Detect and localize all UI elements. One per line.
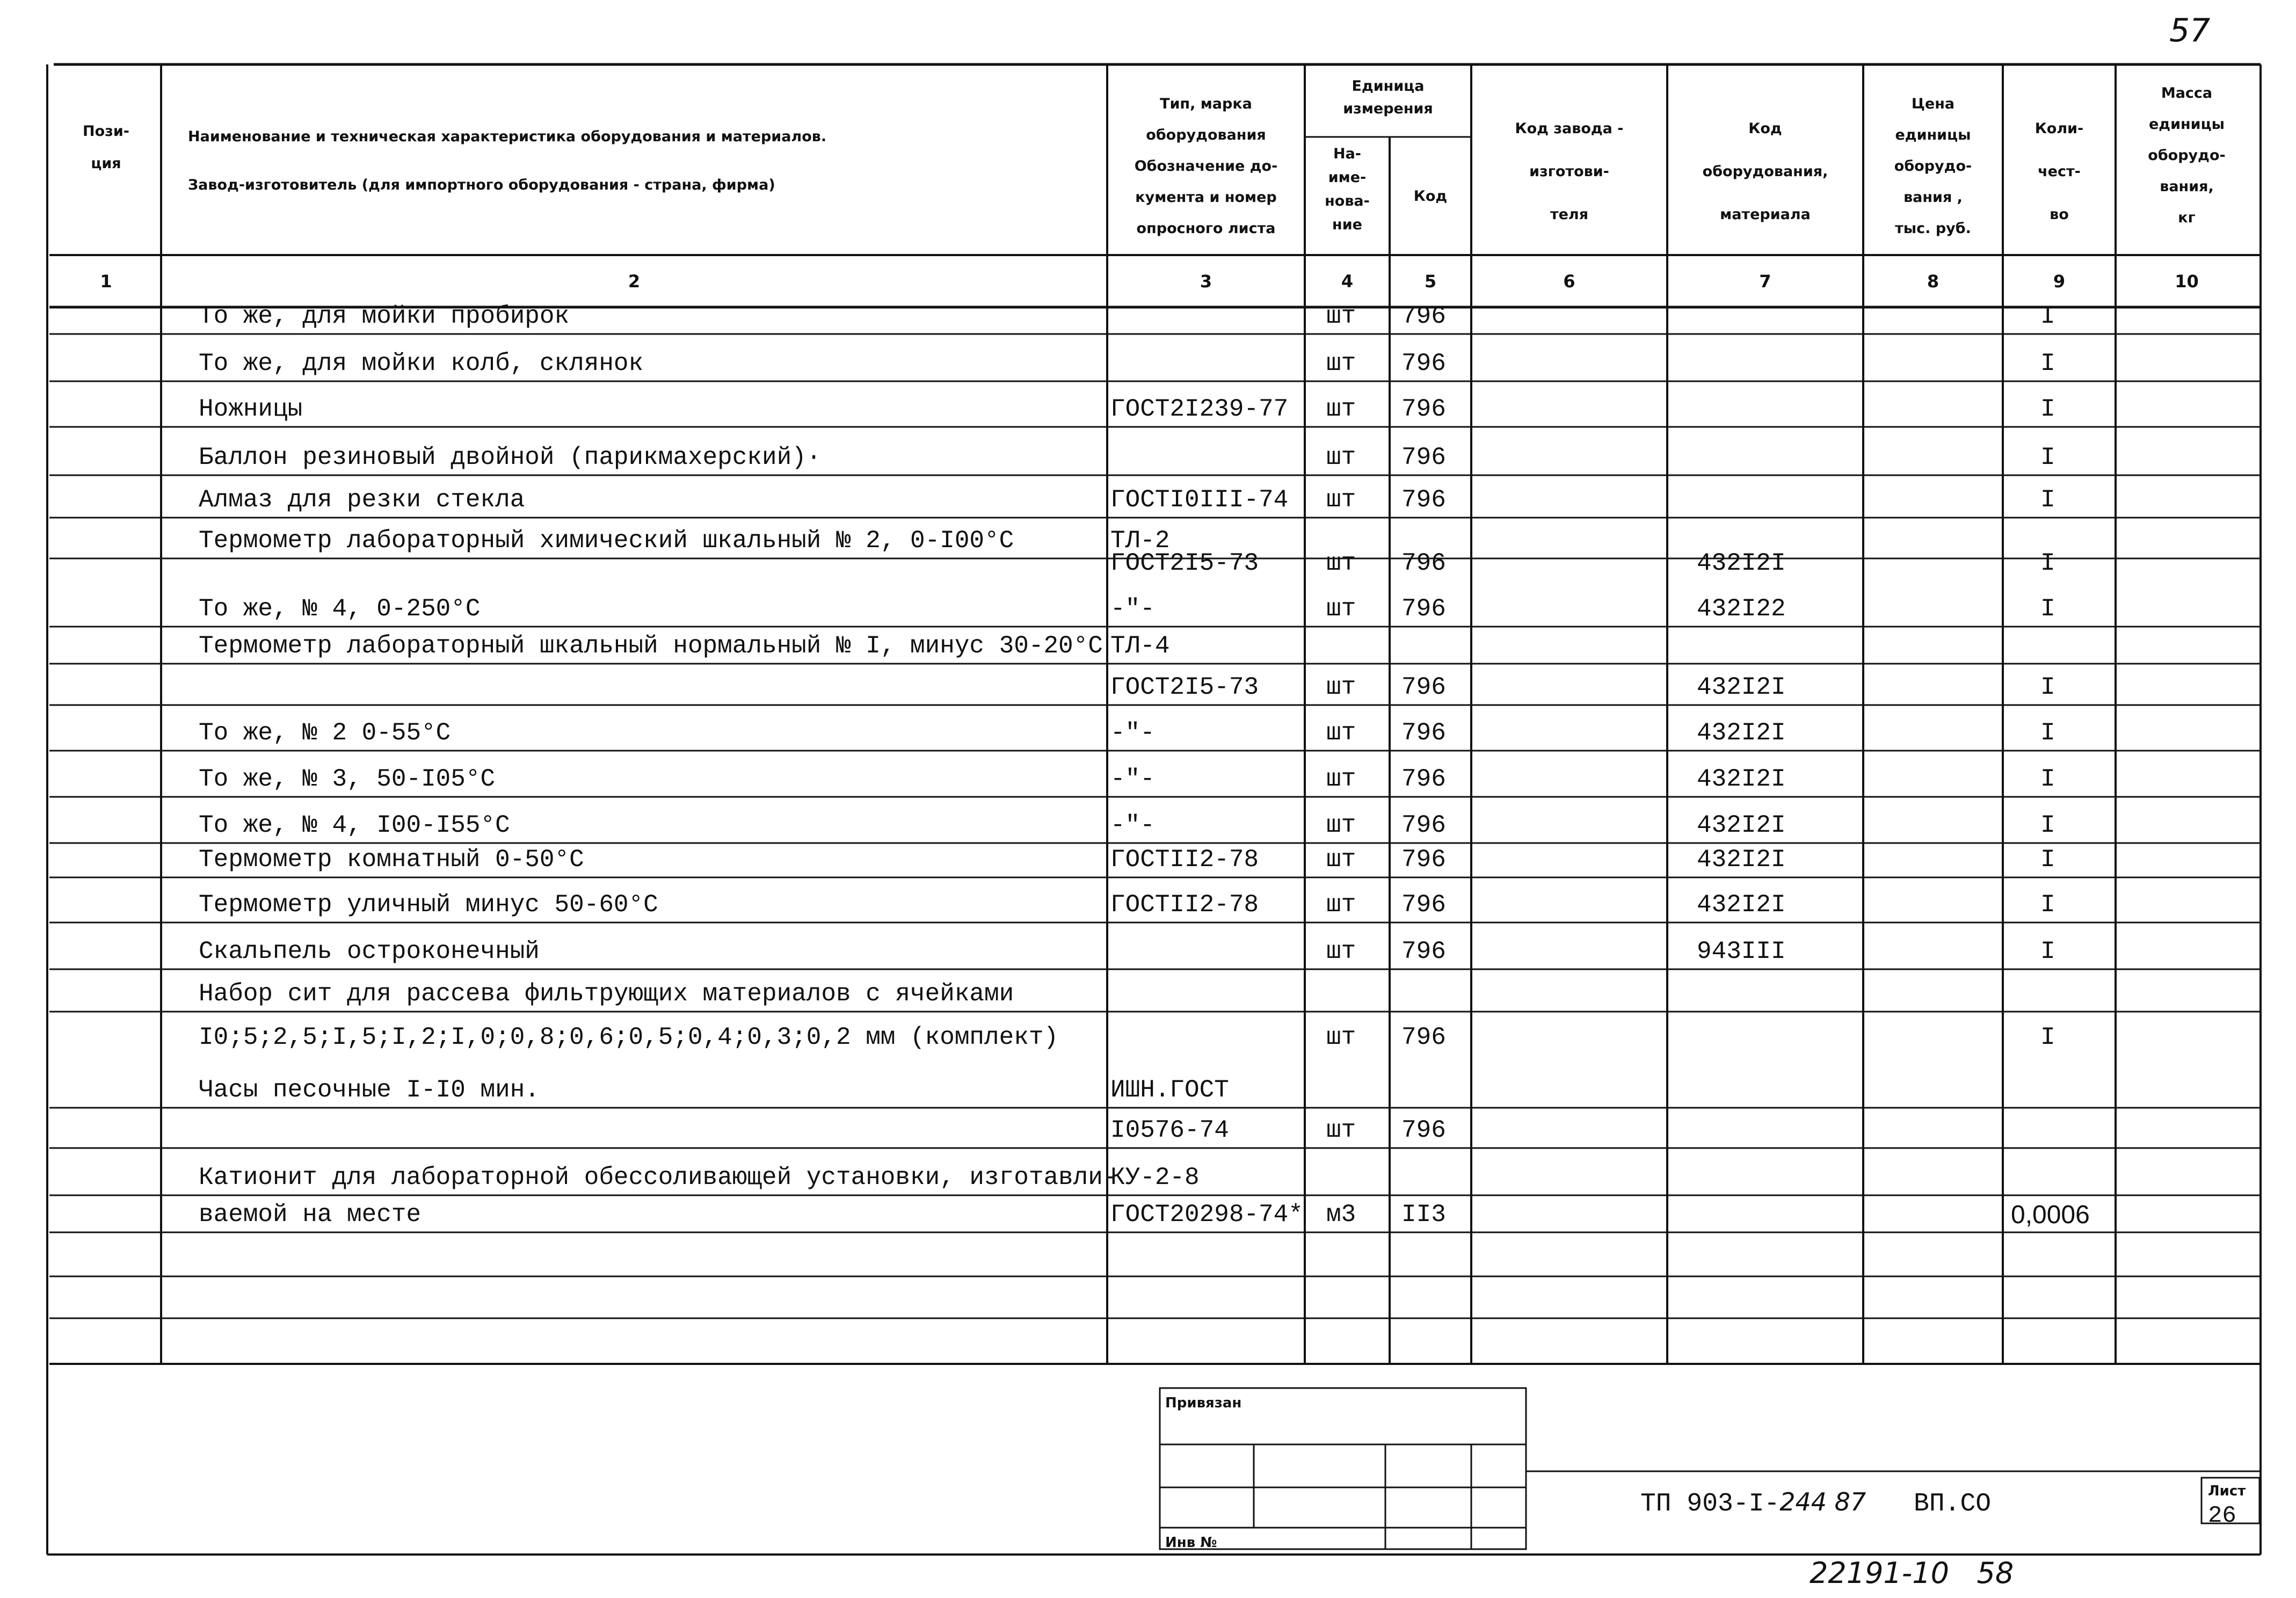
row-quantity: 0,0006 bbox=[2011, 1201, 2090, 1229]
row-code: 796 bbox=[1401, 673, 1446, 701]
column-number-6: 6 bbox=[1563, 271, 1575, 292]
row-unit: шт bbox=[1326, 673, 1356, 701]
header-material-code-line: оборудования, bbox=[1702, 163, 1828, 180]
row-unit: шт bbox=[1326, 395, 1356, 423]
row-name: То же, № 2 0-55°C bbox=[199, 719, 451, 747]
row-type: -"- bbox=[1110, 719, 1155, 747]
row-name: Термометр лабораторный шкальный нормальный № I, минус 30-20°C bbox=[199, 632, 1103, 660]
row-quantity: I bbox=[2040, 595, 2055, 623]
header-type-line: опросного листа bbox=[1136, 220, 1276, 237]
column-number-3: 3 bbox=[1200, 271, 1212, 292]
row-quantity: I bbox=[2040, 811, 2055, 839]
row-name: Баллон резиновый двойной (парикмахерский)· bbox=[199, 444, 822, 471]
column-number-5: 5 bbox=[1424, 271, 1437, 292]
row-quantity: I bbox=[2040, 302, 2055, 330]
row-quantity: I bbox=[2040, 673, 2055, 701]
header-quantity-line: Коли- bbox=[2035, 120, 2084, 137]
header-mass-line: вания, bbox=[2160, 178, 2214, 195]
column-number-10: 10 bbox=[2175, 271, 2199, 292]
header-price-line: Цена bbox=[1911, 96, 1955, 112]
row-code: 796 bbox=[1401, 1116, 1446, 1144]
header-unit-name-line: име- bbox=[1328, 169, 1367, 186]
row-type: ГОСТ20298-74* bbox=[1110, 1201, 1303, 1229]
column-number-8: 8 bbox=[1927, 271, 1939, 292]
sheet-label: Лист bbox=[2208, 1483, 2246, 1499]
header-name-line: Наименование и техническая характеристика оборудования и материалов. bbox=[188, 128, 827, 145]
row-material: 432I2I bbox=[1697, 891, 1786, 919]
stamp-inv-label: Инв № bbox=[1165, 1535, 1217, 1551]
stamp-privyazan-label: Привязан bbox=[1165, 1395, 1242, 1411]
header-type-line: оборудования bbox=[1146, 127, 1266, 143]
header-type-line: кумента и номер bbox=[1135, 189, 1277, 206]
header-unit bbox=[1305, 75, 1471, 120]
row-unit: шт bbox=[1326, 549, 1356, 577]
row-name: То же, № 4, I00-I55°C bbox=[199, 811, 510, 839]
bottom-handwritten-number: 22191-10 58 bbox=[1810, 1556, 2014, 1590]
header-unit-name-line: На- bbox=[1333, 146, 1362, 162]
row-code: 796 bbox=[1401, 444, 1446, 471]
row-quantity: I bbox=[2040, 938, 2055, 965]
header-unit-name-line: нова- bbox=[1325, 193, 1370, 209]
row-unit: шт bbox=[1326, 350, 1356, 377]
column-number-2: 2 bbox=[628, 271, 641, 292]
row-code: 796 bbox=[1401, 350, 1446, 377]
row-name: Термометр комнатный 0-50°C bbox=[199, 846, 584, 874]
row-type: ТЛ-4 bbox=[1110, 632, 1170, 660]
row-name: Набор сит для рассева фильтрующих материалов с ячейками bbox=[199, 980, 1014, 1008]
header-material-code-line: Код bbox=[1748, 120, 1782, 137]
header-factory-code-line: Код завода - bbox=[1515, 120, 1624, 137]
header-price-line: оборудо- bbox=[1894, 158, 1972, 175]
row-name: I0;5;2,5;I,5;I,2;I,0;0,8;0,6;0,5;0,4;0,3;0,2 мм (комплект) bbox=[199, 1023, 1059, 1051]
header-type-line: Обозначение до- bbox=[1134, 158, 1278, 175]
row-type: ГОСТI0III-74 bbox=[1110, 486, 1289, 514]
row-unit: шт bbox=[1326, 938, 1356, 965]
row-type: ИШН.ГОСТ bbox=[1110, 1076, 1229, 1104]
header-mass bbox=[2116, 78, 2258, 234]
row-type: ГОСТ2I5-73 bbox=[1110, 549, 1259, 577]
row-name: Термометр лабораторный химический шкальный № 2, 0-I00°C bbox=[199, 527, 1014, 555]
row-code: 796 bbox=[1401, 846, 1446, 874]
header-name-line: Завод-изготовитель (для импортного оборудования - страна, фирма) bbox=[188, 177, 775, 193]
header-mass-line: оборудо- bbox=[2148, 147, 2226, 164]
header-quantity-line: во bbox=[2050, 206, 2069, 223]
row-material: 432I2I bbox=[1697, 673, 1786, 701]
row-unit: шт bbox=[1326, 302, 1356, 330]
row-material: 432I22 bbox=[1697, 595, 1786, 623]
header-unit-code bbox=[1390, 183, 1471, 210]
header-quantity-line: чест- bbox=[2038, 163, 2081, 180]
document-code-printed: ТП 903-I- bbox=[1640, 1490, 1780, 1519]
row-code: 796 bbox=[1401, 302, 1446, 330]
row-unit: шт bbox=[1326, 595, 1356, 623]
row-name: Скальпель остроконечный bbox=[199, 938, 540, 965]
header-material-code-line: материала bbox=[1720, 206, 1811, 223]
row-material: 432I2I bbox=[1697, 549, 1786, 577]
row-material: 432I2I bbox=[1697, 846, 1786, 874]
row-material: 432I2I bbox=[1697, 765, 1786, 793]
row-type: ГОСТ2I5-73 bbox=[1110, 673, 1259, 701]
document-code bbox=[1640, 1487, 1991, 1519]
header-mass-line: единицы bbox=[2148, 116, 2225, 133]
row-unit: шт bbox=[1326, 486, 1356, 514]
header-unit-code-line: Код bbox=[1413, 188, 1448, 205]
header-quantity bbox=[2003, 107, 2116, 236]
row-code: 796 bbox=[1401, 1023, 1446, 1051]
column-number-9: 9 bbox=[2053, 271, 2066, 292]
row-code: 796 bbox=[1401, 811, 1446, 839]
row-name: То же, для мойки пробирок bbox=[199, 302, 570, 330]
row-type: -"- bbox=[1110, 595, 1155, 623]
row-type: ТЛ-2 bbox=[1110, 527, 1170, 555]
header-price-line: тыс. руб. bbox=[1895, 220, 1971, 237]
row-quantity: I bbox=[2040, 891, 2055, 919]
header-unit-name bbox=[1305, 142, 1390, 237]
row-type: ГОСТII2-78 bbox=[1110, 846, 1259, 874]
row-code: II3 bbox=[1401, 1201, 1446, 1229]
sheet-number: 26 bbox=[2208, 1502, 2236, 1529]
header-position-line: ция bbox=[91, 155, 121, 172]
header-price-line: единицы bbox=[1895, 127, 1971, 143]
row-quantity: I bbox=[2040, 444, 2055, 471]
header-price bbox=[1863, 89, 2003, 244]
header-factory-code-line: изготови- bbox=[1529, 163, 1609, 180]
row-name: ваемой на месте bbox=[199, 1201, 422, 1229]
header-type bbox=[1107, 89, 1305, 244]
row-unit: шт bbox=[1326, 765, 1356, 793]
header-mass-line: кг bbox=[2178, 209, 2196, 226]
row-type: I0576-74 bbox=[1110, 1116, 1229, 1144]
row-name: Часы песочные I-I0 мин. bbox=[199, 1076, 540, 1104]
row-material: 943III bbox=[1697, 938, 1786, 965]
row-quantity: I bbox=[2040, 486, 2055, 514]
header-factory-code-line: теля bbox=[1550, 206, 1589, 223]
row-name: То же, для мойки колб, склянок bbox=[199, 350, 644, 377]
row-unit: шт bbox=[1326, 444, 1356, 471]
row-quantity: I bbox=[2040, 719, 2055, 747]
row-type: КУ-2-8 bbox=[1110, 1164, 1200, 1192]
row-unit: шт bbox=[1326, 891, 1356, 919]
row-code: 796 bbox=[1401, 595, 1446, 623]
row-unit: шт bbox=[1326, 719, 1356, 747]
document-suffix: ВП.СО bbox=[1914, 1490, 1992, 1519]
row-quantity: I bbox=[2040, 549, 2055, 577]
row-quantity: I bbox=[2040, 1023, 2055, 1051]
row-quantity: I bbox=[2040, 765, 2055, 793]
row-code: 796 bbox=[1401, 719, 1446, 747]
row-unit: м3 bbox=[1326, 1201, 1356, 1229]
document-code-handwritten: 244 87 bbox=[1779, 1487, 1866, 1516]
row-code: 796 bbox=[1401, 486, 1446, 514]
row-material: 432I2I bbox=[1697, 719, 1786, 747]
column-number-1: 1 bbox=[100, 271, 112, 292]
row-quantity: I bbox=[2040, 350, 2055, 377]
row-type: ГОСТ2I239-77 bbox=[1110, 395, 1289, 423]
header-factory-code bbox=[1471, 107, 1667, 236]
row-code: 796 bbox=[1401, 765, 1446, 793]
header-unit-line: измерения bbox=[1343, 100, 1433, 117]
header-type-line: Тип, марка bbox=[1160, 96, 1252, 112]
page-number-handwritten: 57 bbox=[2169, 12, 2211, 49]
row-name: То же, № 3, 50-I05°C bbox=[199, 765, 496, 793]
row-code: 796 bbox=[1401, 549, 1446, 577]
column-number-7: 7 bbox=[1759, 271, 1771, 292]
header-name bbox=[188, 113, 1047, 209]
row-name: Алмаз для резки стекла bbox=[199, 486, 525, 514]
header-position-line: Пози- bbox=[83, 123, 129, 140]
row-type: -"- bbox=[1110, 765, 1155, 793]
row-name: Ножницы bbox=[199, 395, 303, 423]
row-material: 432I2I bbox=[1697, 811, 1786, 839]
header-unit-line: Единица bbox=[1352, 78, 1425, 95]
row-quantity: I bbox=[2040, 846, 2055, 874]
row-code: 796 bbox=[1401, 395, 1446, 423]
row-unit: шт bbox=[1326, 1116, 1356, 1144]
row-unit: шт bbox=[1326, 811, 1356, 839]
row-name: Термометр уличный минус 50-60°C bbox=[199, 891, 658, 919]
row-type: -"- bbox=[1110, 811, 1155, 839]
header-material-code bbox=[1667, 107, 1863, 236]
row-unit: шт bbox=[1326, 1023, 1356, 1051]
row-unit: шт bbox=[1326, 846, 1356, 874]
row-code: 796 bbox=[1401, 891, 1446, 919]
row-type: ГОСТII2-78 bbox=[1110, 891, 1259, 919]
column-number-4: 4 bbox=[1341, 271, 1354, 292]
row-name: То же, № 4, 0-250°C bbox=[199, 595, 481, 623]
header-unit-name-line: ние bbox=[1332, 216, 1362, 233]
row-quantity: I bbox=[2040, 395, 2055, 423]
header-position bbox=[51, 115, 161, 180]
row-code: 796 bbox=[1401, 938, 1446, 965]
header-mass-line: Масса bbox=[2161, 85, 2213, 101]
row-name: Катионит для лабораторной обессоливающей установки, изготавли- bbox=[199, 1164, 1118, 1192]
header-price-line: вания , bbox=[1903, 189, 1963, 206]
